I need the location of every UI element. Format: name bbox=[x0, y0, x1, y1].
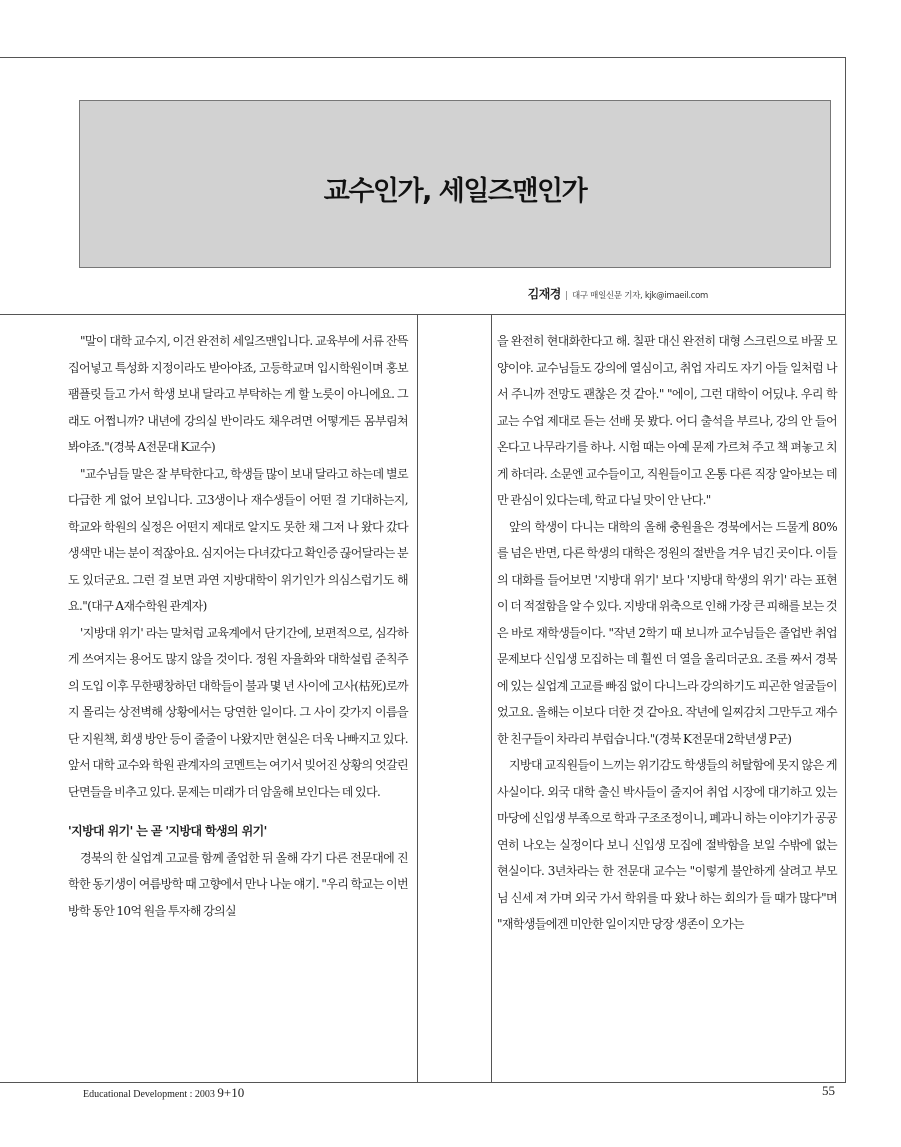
title-banner bbox=[79, 100, 831, 268]
byline-separator: | bbox=[564, 291, 568, 301]
top-rule bbox=[0, 57, 846, 58]
byline bbox=[528, 285, 708, 304]
paragraph: 을 완전히 현대화한다고 해. 칠판 대신 완전히 대형 스크린으로 바꿀 모양이야. 교수님들도 강의에 열심이고, 취업 자리도 자기 아들 일처럼 나서 주니까 전망도 괜찮은 것 같아." "에이, 그런 대학이 어딨냐. 우리 학교는 수업 제대로 듣는 선배 못 봤다. 어디 출석을 부르나, 강의 안 들어온다고 나무라기를 하나. 시험 때는 아예 문제 가르쳐 주고 책 펴놓고 치게 하더라. 소문엔 교수들이고, 직원들이고 온통 다른 직장 알아보는 데만 관심이 있다는데, 학교 다닐 맛이 안 난다." bbox=[497, 334, 837, 507]
left-column bbox=[68, 328, 408, 924]
right-column bbox=[497, 328, 837, 938]
section-heading: '지방대 위기' 는 곧 '지방대 학생의 위기' bbox=[68, 824, 267, 838]
paragraph: 경북의 한 실업계 고교를 함께 졸업한 뒤 올해 각기 다른 전문대에 진학한 동기생이 여름방학 때 고향에서 만나 나눈 얘기. "우리 학교는 이번 방학 동안 10억 원을 투자해 강의실 bbox=[68, 850, 408, 918]
right-frame-rule bbox=[845, 57, 846, 1083]
byline-rule bbox=[0, 314, 846, 315]
issue-number: 9+10 bbox=[217, 1085, 245, 1100]
author-name: 김재경 bbox=[527, 287, 561, 301]
paragraph: "말이 대학 교수지, 이건 완전히 세일즈맨입니다. 교육부에 서류 잔뜩 집어넣고 특성화 지정이라도 받아야죠, 고등학교며 입시학원이며 홍보 팸플릿 들고 가서 학생 보내 달라고 부탁하는 게 할 노릇이 아니에요. 그래도 어쩝니까? 내년에 강의실 반이라도 채우려면 어떻게든 몸부림쳐 봐야죠."(경북 A전문대 K교수) bbox=[68, 334, 408, 454]
page-number: 55 bbox=[822, 1083, 835, 1098]
paragraph: 지방대 교직원들이 느끼는 위기감도 학생들의 허탈함에 못지 않은 게 사실이다. 외국 대학 출신 박사들이 줄지어 취업 시장에 대기하고 있는 마당에 신입생 부족으로 학과 구조조정이니, 폐과니 하는 이야기가 공공연히 나오는 실정이다 보니 신입생 모집에 절박함을 보일 수밖에 없는 현실이다. 3년차라는 한 전문대 교수는 "이렇게 불안하게 살려고 부모님 신세 져 가며 외국 가서 학위를 따 왔나 하는 회의가 들 때가 많다"며 "재학생들에겐 미안한 일이지만 당장 생존이 오가는 bbox=[497, 758, 837, 931]
footer-magazine bbox=[83, 1085, 244, 1101]
paragraph: 앞의 학생이 다니는 대학의 올해 충원율은 경북에서는 드물게 80%를 넘은 반면, 다른 학생의 대학은 정원의 절반을 겨우 넘긴 곳이다. 이들의 대화를 들어보면 '지방대 위기' 보다 '지방대 학생의 위기' 라는 표현이 더 적절함을 알 수 있다. 지방대 위축으로 인해 가장 큰 피해를 보는 것은 바로 재학생들이다. "작년 2학기 때 보니까 교수님들은 졸업반 취업 문제보다 신입생 모집하는 데 훨씬 더 열을 올리더군요. 조를 짜서 경북에 있는 실업계 고교를 빠짐 없이 다니느라 강의하기도 피곤한 얼굴들이었고요. 올해는 이보다 더한 것 같아요. 작년에 일찌감치 그만두고 재수한 친구들이 차라리 부럽습니다."(경북 K전문대 2학년생 P군) bbox=[497, 519, 837, 746]
paragraph: '지방대 위기' 라는 말처럼 교육계에서 단기간에, 보편적으로, 심각하게 쓰여지는 용어도 많지 않을 것이다. 정원 자율화와 대학설립 준칙주의 도입 이후 무한팽창하던 대학들이 불과 몇 년 사이에 고사(枯死)로까지 몰리는 상전벽해 상황에서는 당연한 일이다. 그 사이 갖가지 이름을 단 지원책, 회생 방안 등이 줄줄이 나왔지만 현실은 더욱 나빠지고 있다. 앞서 대학 교수와 학원 관계자의 코멘트는 여기서 빚어진 상황의 엇갈린 단면들을 비추고 있다. 문제는 미래가 더 암울해 보인다는 데 있다. bbox=[68, 625, 408, 799]
magazine-name: Educational Development : 2003 bbox=[83, 1089, 215, 1100]
author-info: 대구 매일신문 기자, kjk@imaeil.com bbox=[571, 291, 708, 301]
column-divider-right bbox=[491, 314, 492, 1082]
article-title: 교수인가, 세일즈맨인가 bbox=[323, 175, 587, 207]
paragraph: "교수님들 말은 잘 부탁한다고, 학생들 많이 보내 달라고 하는데 별로 다급한 게 없어 보입니다. 고3생이나 재수생들이 어떤 걸 기대하는지, 학교와 학원의 실정은 어떤지 제대로 알지도 못한 채 그저 나 왔다 갔다 생색만 내는 분이 적잖아요. 심지어는 다녀갔다고 확인증 끊어달라는 분도 있더군요. 그런 걸 보면 과연 지방대학이 위기인가 의심스럽기도 해요."(대구 A재수학원 관계자) bbox=[68, 466, 408, 613]
column-divider-left bbox=[417, 314, 418, 1082]
bottom-rule bbox=[0, 1082, 846, 1083]
